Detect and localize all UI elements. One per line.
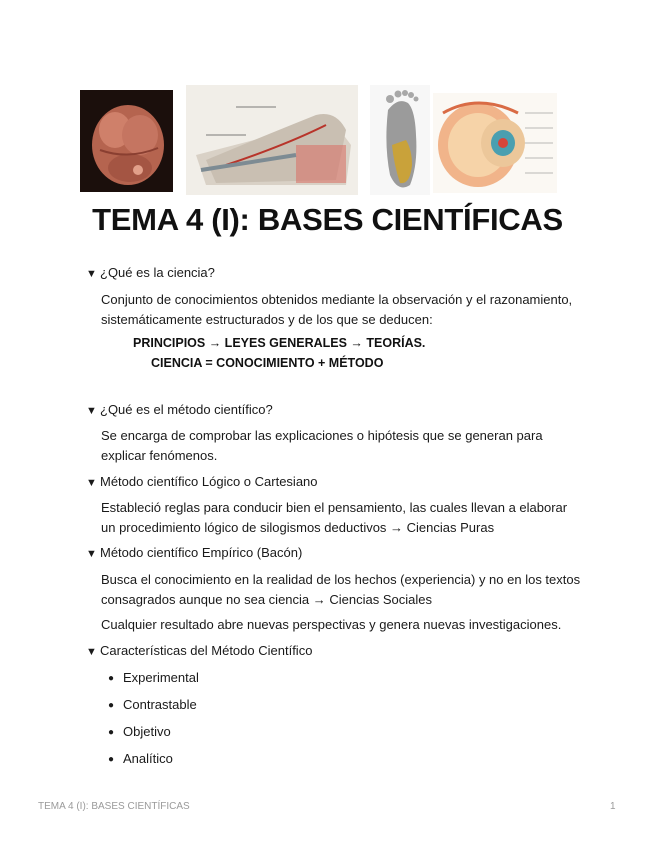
text-line: Estableció reglas para conducir bien el pensamiento, las cuales llevan a elaborar — [101, 500, 568, 515]
bullet-icon: ● — [108, 754, 115, 765]
text-line: Conjunto de conocimientos obtenidos mediante la observación y el razonamiento, — [101, 292, 573, 307]
toggle-label: Método científico Lógico o Cartesiano — [100, 474, 318, 489]
triangle-down-icon[interactable]: ▼ — [86, 268, 97, 280]
anatomy-tissue-illustration — [186, 85, 358, 195]
formula-principios: PRINCIPIOS → LEYES GENERALES → TEORÍAS. — [133, 336, 426, 350]
toggle-label: ¿Qué es el método científico? — [100, 402, 273, 417]
text-line: explicar fenómenos. — [101, 448, 218, 463]
paragraph-logico — [101, 498, 567, 538]
toggle-caracteristicas[interactable] — [86, 643, 312, 658]
toggle-que-es-la-ciencia[interactable] — [86, 265, 215, 280]
formula-ciencia: CIENCIA = CONOCIMIENTO + MÉTODO — [151, 356, 384, 370]
page-title: TEMA 4 (I): BASES CIENTÍFICAS — [92, 202, 563, 237]
text-line: un procedimiento lógico de silogismos deductivos → Ciencias Puras — [101, 520, 495, 535]
paragraph-empirico — [101, 570, 580, 610]
text-line: consagrados aunque no sea ciencia → Ciencias Sociales — [101, 592, 432, 607]
paragraph-empirico-resultado: Cualquier resultado abre nuevas perspectivas y genera nuevas investigaciones. — [101, 617, 562, 632]
toggle-metodo-logico[interactable] — [86, 474, 318, 489]
cross-section-illustration — [433, 93, 557, 193]
bullet-icon: ● — [108, 673, 115, 684]
triangle-down-icon[interactable]: ▼ — [86, 646, 97, 658]
list-item: ● Experimental — [108, 670, 199, 685]
page-number: 1 — [610, 801, 616, 812]
toggle-metodo-empirico[interactable] — [86, 545, 302, 560]
text-line: Se encarga de comprobar las explicaciones o hipótesis que se generan para — [101, 428, 543, 443]
bullet-icon: ● — [108, 727, 115, 738]
anatomy-bone-photo — [80, 90, 173, 192]
foot-sole-diagram — [370, 85, 430, 195]
triangle-down-icon[interactable]: ▼ — [86, 477, 97, 489]
list-item: ● Objetivo — [108, 724, 171, 739]
toggle-label: Características del Método Científico — [100, 643, 313, 658]
list-item: ● Contrastable — [108, 697, 197, 712]
footer-title: TEMA 4 (I): BASES CIENTÍFICAS — [38, 801, 190, 812]
text-line: sistemáticamente estructurados y de los que se deducen: — [101, 312, 433, 327]
triangle-down-icon[interactable]: ▼ — [86, 405, 97, 417]
triangle-down-icon[interactable]: ▼ — [86, 548, 97, 560]
toggle-que-es-el-metodo[interactable] — [86, 402, 273, 417]
paragraph-ciencia — [101, 290, 572, 330]
toggle-label: ¿Qué es la ciencia? — [100, 265, 215, 280]
bullet-icon: ● — [108, 700, 115, 711]
text-line: Busca el conocimiento en la realidad de los hechos (experiencia) y no en los textos — [101, 572, 581, 587]
paragraph-metodo — [101, 426, 543, 466]
list-item: ● Analítico — [108, 751, 173, 766]
toggle-label: Método científico Empírico (Bacón) — [100, 545, 303, 560]
